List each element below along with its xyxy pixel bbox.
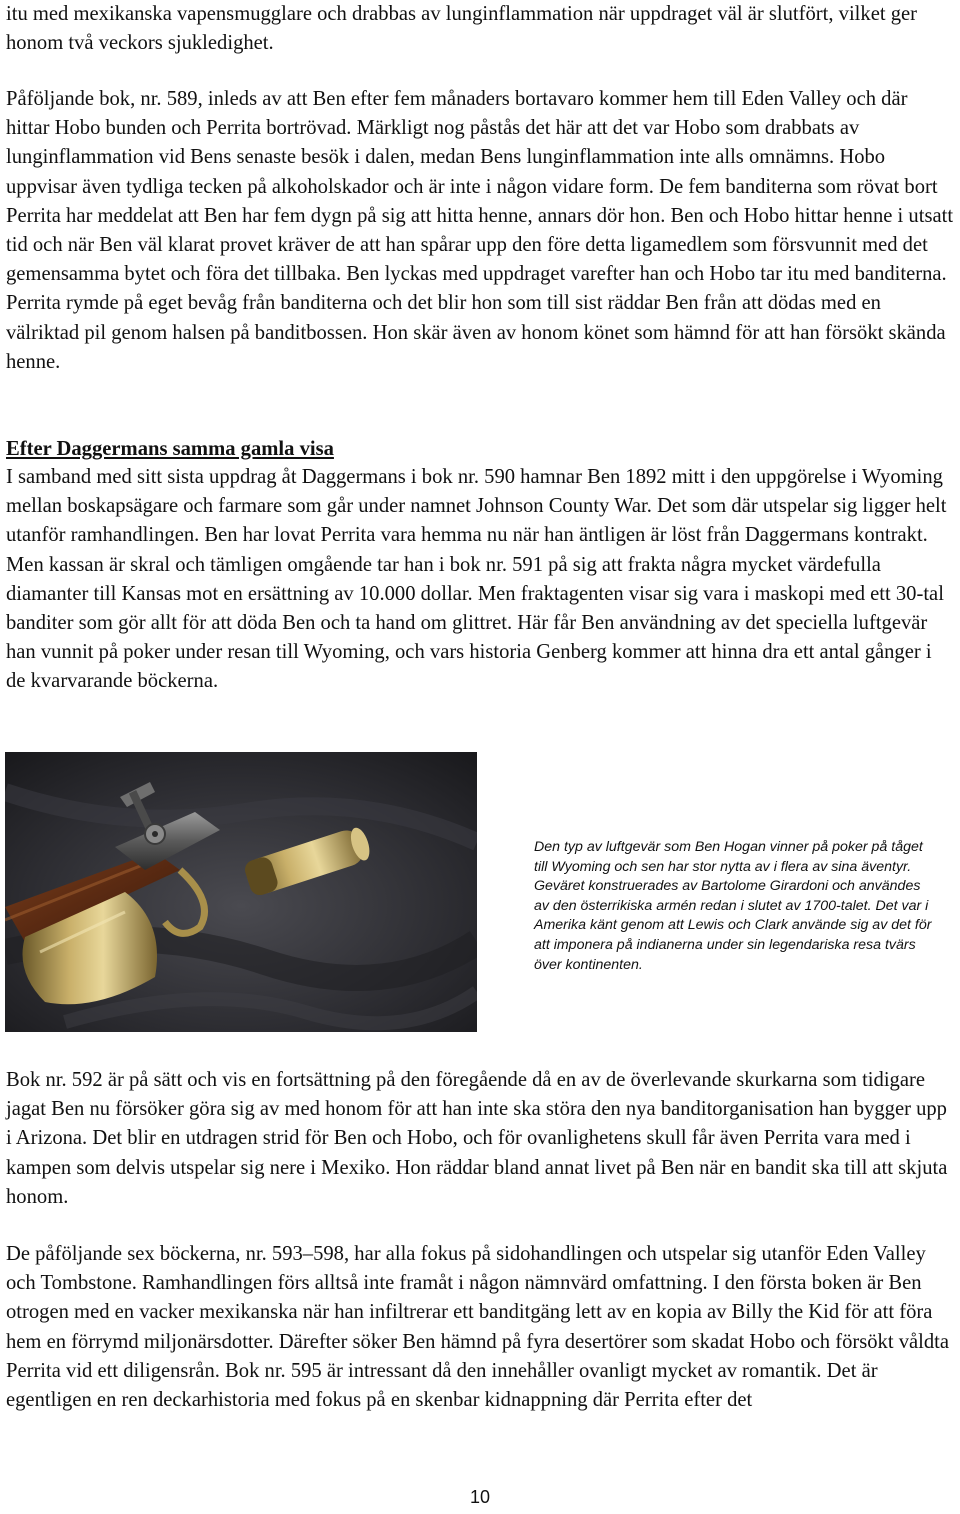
section-heading: Efter Daggermans samma gamla visa <box>6 438 334 460</box>
page-number: 10 <box>469 1487 491 1507</box>
paragraph-book-589: Påföljande bok, nr. 589, inleds av att Ben efter fem månaders bortavaro kommer hem till Eden Valley och där hittar Hobo bunden och Perrita bortrövad. Märkligt nog påstås det här att det var Hobo som drabbats av lunginflammation vid Bens senaste besök i dalen, medan Bens lunginflammation inte alls omnämns. Hobo uppvisar även tydliga tecken på alkoholskador och är inte i någon vidare form. De fem banditerna som rövat bort Perrita har meddelat att Ben har fem dygn på sig att hitta henne, annars dör hon. Ben och Hobo hittar henne i utsatt tid och när Ben väl klarat provet kräver de att han spårar upp den före detta ligamedlem som försvunnit med det gemensamma bytet och föra det tillbaka. Ben lyckas med uppdraget varefter han och Hobo tar itu med banditerna. Perrita rymde på eget bevåg från banditerna och det blir hon som till sist räddar Ben från att dödas med en välriktad pil genom halsen på banditbossen. Hon skär även av honom könet som hämnd för att han försökt skända henne. <box>6 88 954 373</box>
photo-caption: Den typ av luftgevär som Ben Hogan vinner på poker på tåget till Wyoming och sen har stor nytta av i flera av sina äventyr. Geväret konstruerades av Bartolome Girardoni och användes av den österrikiska armén redan i slutet av 1700-talet. Det var i Amerika känt genom att Lewis och Clark använde sig av det för att imponera på indianerna under sin legendariska resa tvärs över kontinenten. <box>534 839 932 973</box>
paragraph-book-592: Bok nr. 592 är på sätt och vis en fortsättning på den föregående då en av de överlevande skurkarna som tidigare jagat Ben nu försöker göra sig av med honom för att han inte ska störa den nya banditorganisation han bygger upp i Arizona. Det blir en utdragen strid för Ben och Hobo, och för ovanlighetens skull får även Perrita vara med i kampen som delvis utspelar sig nere i Mexiko. Hon räddar bland annat livet på Ben när en bandit ska till att skjuta honom. <box>6 1069 948 1208</box>
paragraph-lunginflammation: itu med mexikanska vapensmugglare och drabbas av lunginflammation när uppdraget väl är slutfört, vilket ger honom två veckors sjukledighet. <box>6 3 918 55</box>
paragraph-books-593-598: De påföljande sex böckerna, nr. 593–598, har alla fokus på sidohandlingen och utspelar sig utanför Eden Valley och Tombstone. Ramhandlingen förs alltså inte framåt i någon nämnvärd omfattning. I den första boken är Ben otrogen med en vacker mexikanska när han infiltrerar ett banditgäng lett av en kopia av Billy the Kid för att föra hem en förrymd miljonärsdotter. Därefter söker Ben hämnd på fyra desertörer som skadat Hobo och försökt våldta Perrita vid ett diligensrån. Bok nr. 595 är intressant då den innehåller ovanligt mycket av romantik. Det är egentligen en ren deckarhistoria med fokus på en skenbar kidnappning där Perrita efter det <box>6 1243 950 1412</box>
air-rifle-illustration <box>5 752 477 1032</box>
air-rifle-photo <box>5 752 477 1032</box>
paragraph-book-590: I samband med sitt sista uppdrag åt Daggermans i bok nr. 590 hamnar Ben 1892 mitt i den uppgörelse i Wyoming mellan boskapsägare och farmare som går under namnet Johnson County War. Det som där utspelar sig ligger helt utanför ramhandlingen. Ben har lovat Perrita vara hemma nu när han äntligen är löst från Daggermans kontrakt. Men kassan är skral och tämligen omgående tar han i bok nr. 591 på sig att frakta några mycket värdefulla diamanter till Kansas mot en ersättning av 10.000 dollar. Men fraktagenten visar sig vara i maskopi med ett 30-tal banditer som gör allt för att döda Ben och ta hand om glittret. Här får Ben användning av det speciella luftgevär han vunnit på poker under resan till Wyoming, och vars historia Genberg kommer att hinna dra ett antal gånger i de kvarvarande böckerna. <box>6 466 947 693</box>
